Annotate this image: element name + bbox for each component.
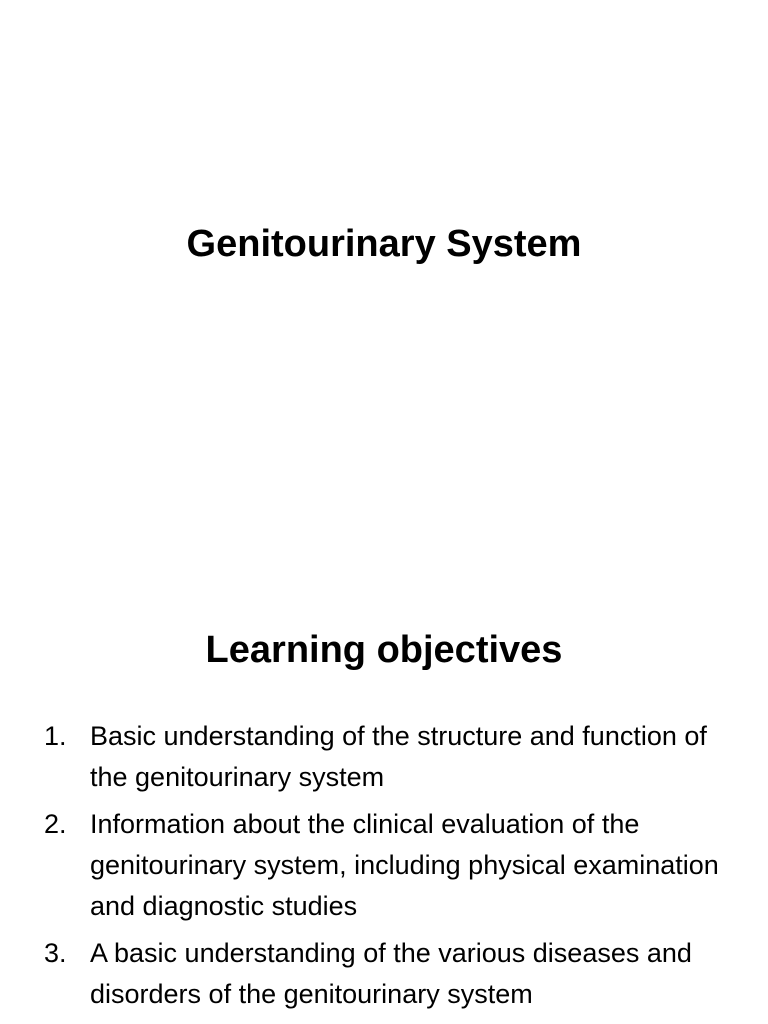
objectives-heading: Learning objectives (205, 629, 563, 671)
slide-title: Genitourinary System (186, 223, 582, 265)
objective-item (44, 716, 734, 798)
objectives-list (44, 716, 734, 1021)
objective-number: 3. (44, 938, 67, 968)
objective-text: Basic understanding of the structure and function of the genitourinary system (90, 721, 707, 792)
objective-item (44, 933, 734, 1015)
objective-item (44, 804, 734, 927)
objective-number: 2. (44, 809, 67, 839)
objectives-slide (0, 576, 768, 1024)
objective-number: 1. (44, 721, 67, 751)
objective-text: A basic understanding of the various diseases and disorders of the genitourinary system (90, 938, 692, 1009)
objective-text: Information about the clinical evaluation of the genitourinary system, including physical examination and diagnostic studies (90, 809, 719, 921)
